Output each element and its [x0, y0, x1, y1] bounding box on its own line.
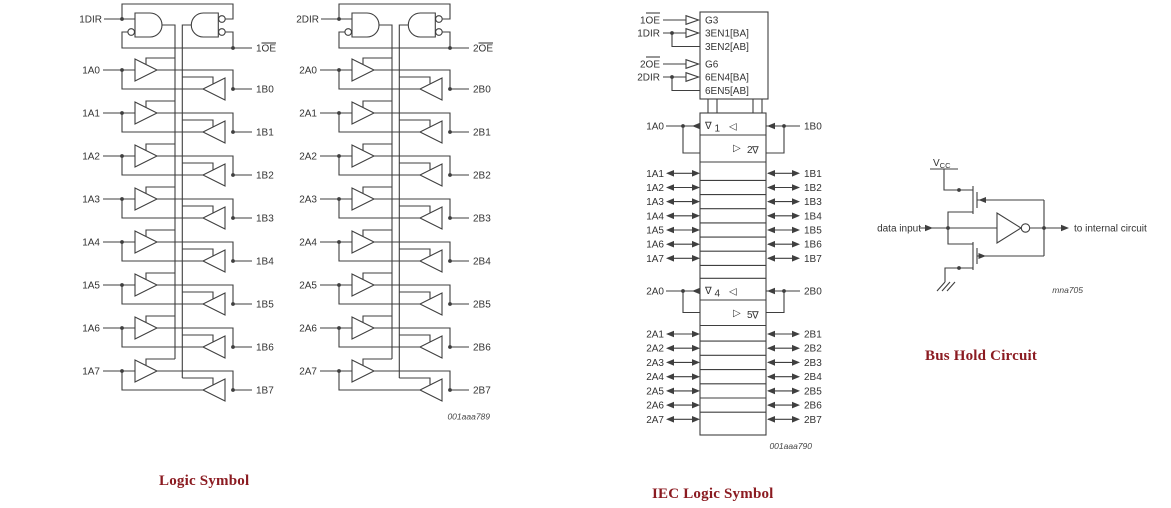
b-port-label: 2B5 — [473, 299, 491, 311]
polarity-indicator — [686, 60, 699, 69]
and-gate-forward — [135, 13, 162, 37]
bus-hold-figure-id: mna705 — [1052, 285, 1083, 295]
and-gate-reverse — [191, 13, 218, 37]
iec-body-box — [700, 113, 766, 435]
b-port-label: 2B4 — [473, 256, 491, 268]
a-port-label: 1A2 — [82, 151, 100, 163]
buffer-b-to-a — [203, 379, 225, 401]
buffer-b-to-a — [420, 250, 442, 272]
polarity-indicator — [686, 73, 699, 82]
b-port-label: 1B6 — [256, 342, 274, 354]
buffer-b-to-a — [420, 121, 442, 143]
b-port-label: 2B3 — [804, 357, 822, 369]
junction-dot — [957, 266, 961, 270]
b-port-label: 2B6 — [473, 342, 491, 354]
b-port-label: 2B4 — [804, 372, 822, 384]
a-port-label: 1A3 — [82, 194, 100, 206]
iec-control-block-legs — [708, 99, 762, 113]
to-internal-circuit-label: to internal circuit — [1074, 223, 1147, 235]
a-port-label: 2A4 — [646, 372, 664, 384]
a-port-label: 1A0 — [82, 65, 100, 77]
a-port-label: 1A6 — [646, 239, 664, 251]
a-port-label: 2A0 — [646, 286, 664, 298]
buffer-b-to-a — [420, 293, 442, 315]
inverter-symbol — [997, 213, 1021, 243]
oe-label: 2OE — [473, 43, 494, 55]
a-port-label: 2A5 — [299, 280, 317, 292]
inverting-bubble — [219, 29, 226, 36]
b-port-label: 2B0 — [804, 286, 822, 298]
inverting-bubble — [436, 29, 443, 36]
a-port-label: 2A5 — [646, 386, 664, 398]
b-port-label: 1B7 — [804, 253, 822, 265]
inverter-bubble — [1021, 224, 1029, 232]
logic-channel-1 — [79, 4, 276, 401]
iec-control-line: 6EN4[BA] — [705, 72, 749, 84]
b-port-label: 1B4 — [256, 256, 274, 268]
b-port-label: 2B1 — [804, 329, 822, 341]
a-port-label: 1A1 — [646, 168, 664, 180]
buffer-b-to-a — [203, 336, 225, 358]
amplifier-b-to-a-symbol: ◁ — [729, 121, 737, 133]
a-port-label: 1A7 — [82, 366, 100, 378]
oe-label: 1OE — [256, 43, 277, 55]
b-port-label: 1B0 — [804, 121, 822, 133]
b-port-label: 2B2 — [473, 170, 491, 182]
a-port-label: 2A1 — [646, 329, 664, 341]
b-port-label: 2B5 — [804, 386, 822, 398]
b-port-label: 2B7 — [804, 414, 822, 426]
b-port-label: 1B3 — [256, 213, 274, 225]
buffer-b-to-a — [420, 336, 442, 358]
junction-dot — [946, 226, 950, 230]
b-port-label: 1B6 — [804, 239, 822, 251]
buffer-b-to-a — [203, 121, 225, 143]
and-gate-forward — [352, 13, 379, 37]
b-port-label: 1B7 — [256, 385, 274, 397]
tristate-output-symbol: ∇ — [705, 121, 712, 132]
bus-hold-wiring — [920, 169, 1061, 291]
tristate-dependency-number: 1 — [714, 123, 721, 135]
dir-label: 1DIR — [79, 14, 102, 26]
logic-symbol-figure-id: 001aaa789 — [447, 411, 490, 422]
amplifier-dependency-number: 5 — [747, 310, 753, 321]
amplifier-a-to-b-symbol: ▷ — [733, 143, 741, 154]
a-port-label: 2A4 — [299, 237, 317, 249]
b-port-label: 2B6 — [804, 400, 822, 412]
logic-channel-2 — [296, 4, 493, 401]
buffer-b-to-a — [203, 293, 225, 315]
b-port-label: 1B2 — [256, 170, 274, 182]
iec-symbol-figure-id: 001aaa790 — [769, 441, 812, 451]
iec-symbol-caption: IEC Logic Symbol — [652, 486, 774, 502]
b-port-label: 2B0 — [473, 84, 491, 96]
inverting-bubble — [345, 29, 352, 36]
b-port-label: 1B5 — [256, 299, 274, 311]
amplifier-dependency-number: 2 — [747, 145, 753, 156]
buffer-b-to-a — [203, 207, 225, 229]
a-port-label: 2A7 — [299, 366, 317, 378]
logic-symbol-caption: Logic Symbol — [159, 473, 250, 489]
a-port-label: 2A0 — [299, 65, 317, 77]
b-port-label: 2B7 — [473, 385, 491, 397]
bus-hold-drawing — [877, 158, 1147, 295]
a-port-label: 2A6 — [646, 400, 664, 412]
tristate-dependency-number: 4 — [714, 288, 721, 300]
iec-control-line: 3EN1[BA] — [705, 28, 749, 40]
a-port-label: 1A0 — [646, 121, 664, 133]
a-port-label: 1A2 — [646, 183, 664, 194]
a-port-label: 2A1 — [299, 108, 317, 120]
iec-input-label: 2OE — [639, 59, 660, 71]
tristate-output-symbol: ∇ — [705, 286, 712, 297]
amplifier-b-to-a-symbol: ◁ — [729, 286, 737, 298]
a-port-label: 1A7 — [646, 253, 664, 265]
buffer-b-to-a — [203, 250, 225, 272]
b-port-label: 1B0 — [256, 84, 274, 96]
iec-control-line: G3 — [705, 15, 719, 27]
tristate-output-symbol: ∇ — [752, 145, 759, 157]
polarity-indicator — [686, 29, 699, 38]
buffer-b-to-a — [420, 207, 442, 229]
iec-input-label: 2DIR — [637, 72, 660, 84]
iec-symbol-drawing — [637, 12, 822, 451]
b-port-label: 2B3 — [473, 213, 491, 225]
dir-label: 2DIR — [296, 14, 319, 26]
iec-control-line: 6EN5[AB] — [705, 86, 749, 97]
a-port-label: 1A3 — [646, 197, 664, 209]
junction-dot — [1042, 226, 1046, 230]
bus-hold-caption: Bus Hold Circuit — [925, 348, 1038, 364]
b-port-label: 1B1 — [256, 127, 274, 139]
buffer-b-to-a — [203, 78, 225, 100]
b-port-label: 1B1 — [804, 168, 822, 180]
a-port-label: 2A3 — [299, 194, 317, 206]
inverting-bubble — [128, 29, 135, 36]
a-port-label: 2A7 — [646, 414, 664, 426]
a-port-label: 2A6 — [299, 323, 317, 335]
b-port-label: 2B1 — [473, 127, 491, 139]
iec-input-label: 1OE — [639, 15, 660, 27]
a-port-label: 1A6 — [82, 323, 100, 335]
polarity-indicator — [686, 16, 699, 25]
vcc-label: $V_{CC}$ — [933, 158, 951, 170]
buffer-b-to-a — [420, 78, 442, 100]
junction-dot — [957, 188, 961, 192]
a-port-label: 1A5 — [82, 280, 100, 292]
b-port-label: 1B2 — [804, 183, 822, 194]
inverting-bubble — [436, 16, 443, 23]
a-port-label: 1A1 — [82, 108, 100, 120]
iec-control-line: G6 — [705, 59, 719, 71]
a-port-label: 2A3 — [646, 357, 664, 369]
b-port-label: 2B2 — [804, 343, 822, 355]
b-port-label: 1B4 — [804, 211, 822, 223]
b-port-label: 1B5 — [804, 225, 822, 237]
data-input-label: data input — [877, 223, 921, 235]
logic-symbol-drawing — [79, 4, 493, 422]
iec-control-line: 3EN2[AB] — [705, 42, 749, 53]
a-port-label: 1A4 — [646, 211, 664, 223]
and-gate-reverse — [408, 13, 435, 37]
a-port-label: 1A5 — [646, 225, 664, 237]
iec-input-label: 1DIR — [637, 28, 660, 40]
buffer-b-to-a — [203, 164, 225, 186]
tristate-output-symbol: ∇ — [752, 310, 759, 322]
a-port-label: 2A2 — [299, 151, 317, 163]
buffer-b-to-a — [420, 379, 442, 401]
a-port-label: 1A4 — [82, 237, 100, 249]
buffer-b-to-a — [420, 164, 442, 186]
inverting-bubble — [219, 16, 226, 23]
amplifier-a-to-b-symbol: ▷ — [733, 308, 741, 319]
a-port-label: 2A2 — [646, 343, 664, 355]
b-port-label: 1B3 — [804, 197, 822, 209]
